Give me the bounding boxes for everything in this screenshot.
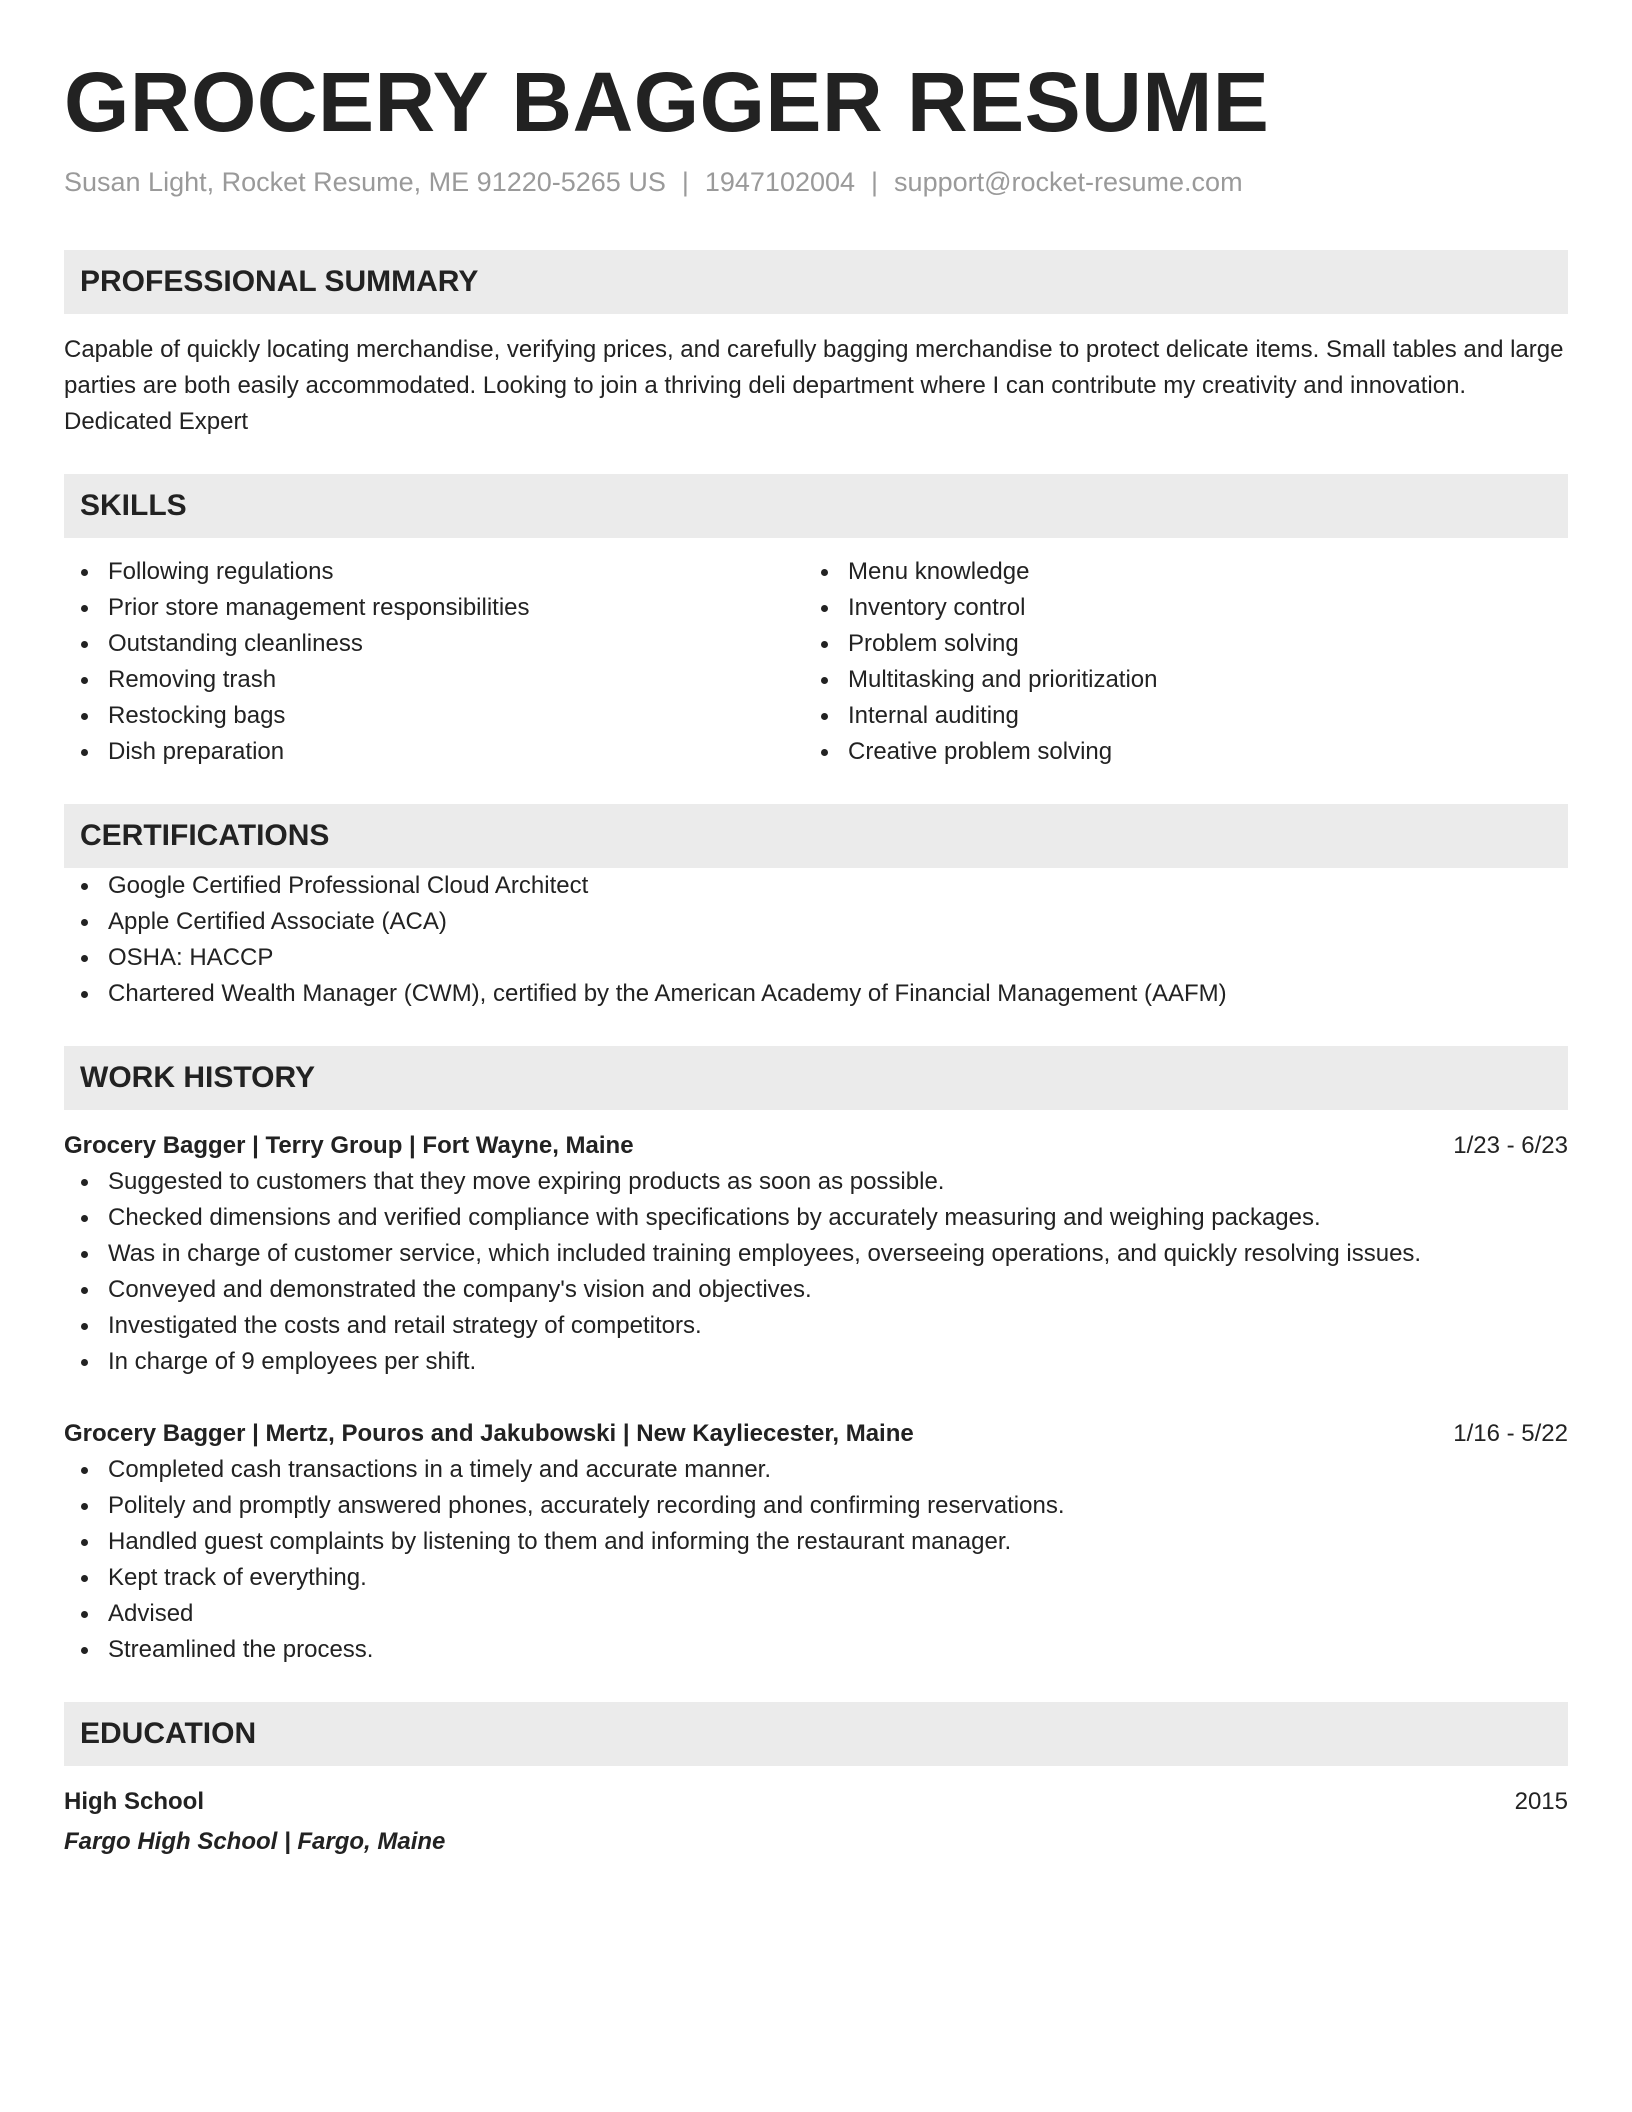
contact-phone: 1947102004	[704, 167, 856, 197]
job-bullet: Checked dimensions and verified compliance with specifications by accurately measuring and weighing packages.	[64, 1200, 1568, 1236]
job-bullet: Conveyed and demonstrated the company's vision and objectives.	[64, 1272, 1568, 1308]
job-title: Grocery Bagger | Terry Group | Fort Wayne, Maine	[64, 1132, 634, 1159]
skills-column-right	[804, 554, 1544, 770]
job-bullet: In charge of 9 employees per shift.	[64, 1344, 1568, 1380]
job-bullet: Investigated the costs and retail strategy of competitors.	[64, 1308, 1568, 1344]
contact-separator: |	[871, 167, 879, 197]
education-header	[64, 1784, 1568, 1820]
certification-item: OSHA: HACCP	[64, 940, 1568, 976]
certifications-list	[64, 868, 1568, 1012]
education-school: Fargo High School | Fargo, Maine	[64, 1828, 446, 1855]
skill-item: Removing trash	[64, 662, 804, 698]
job-bullet: Kept track of everything.	[64, 1560, 1568, 1596]
skills-heading: SKILLS	[64, 474, 1568, 538]
skills-column-left	[64, 554, 804, 770]
skill-item: Outstanding cleanliness	[64, 626, 804, 662]
certifications-heading: CERTIFICATIONS	[64, 804, 1568, 868]
job-bullets	[64, 1164, 1568, 1380]
skill-item: Internal auditing	[804, 698, 1544, 734]
skill-item: Inventory control	[804, 590, 1544, 626]
education-heading: EDUCATION	[64, 1702, 1568, 1766]
job-entry	[64, 1416, 1568, 1668]
job-bullet: Handled guest complaints by listening to them and informing the restaurant manager.	[64, 1524, 1568, 1560]
skill-item: Creative problem solving	[804, 734, 1544, 770]
contact-separator: |	[681, 167, 689, 197]
certification-item: Chartered Wealth Manager (CWM), certified by the American Academy of Financial Management (AAFM)	[64, 976, 1568, 1012]
summary-heading: PROFESSIONAL SUMMARY	[64, 250, 1568, 314]
contact-line	[64, 164, 1568, 200]
skill-item: Prior store management responsibilities	[64, 590, 804, 626]
skills-grid	[64, 554, 1568, 770]
certifications-section	[64, 804, 1568, 1012]
job-bullet: Suggested to customers that they move expiring products as soon as possible.	[64, 1164, 1568, 1200]
job-entry	[64, 1128, 1568, 1380]
skill-item: Problem solving	[804, 626, 1544, 662]
education-year: 2015	[1514, 1788, 1568, 1815]
education-degree: High School	[64, 1788, 204, 1815]
job-header	[64, 1128, 1568, 1164]
job-bullets	[64, 1452, 1568, 1668]
job-dates: 1/23 - 6/23	[1453, 1132, 1568, 1159]
certification-item: Apple Certified Associate (ACA)	[64, 904, 1568, 940]
resume-title: GROCERY BAGGER RESUME	[64, 55, 1270, 149]
contact-address: Susan Light, Rocket Resume, ME 91220-5265 US	[64, 167, 666, 197]
work-history-heading: WORK HISTORY	[64, 1046, 1568, 1110]
job-bullet: Politely and promptly answered phones, accurately recording and confirming reservations.	[64, 1488, 1568, 1524]
job-bullet: Advised	[64, 1596, 1568, 1632]
skills-section	[64, 474, 1568, 770]
work-history-section	[64, 1046, 1568, 1668]
skill-item: Dish preparation	[64, 734, 804, 770]
skill-item: Multitasking and prioritization	[804, 662, 1544, 698]
skill-item: Following regulations	[64, 554, 804, 590]
education-section	[64, 1702, 1568, 1860]
summary-text: Capable of quickly locating merchandise, verifying prices, and carefully bagging merchandise to protect delicate items. Small tables and large parties are both easily accommodated. Looking to join a thriving deli department where I can contribute my creativity and innovation. Dedicated Expert	[64, 336, 1564, 435]
summary-section	[64, 250, 1568, 440]
certification-item: Google Certified Professional Cloud Architect	[64, 868, 1568, 904]
job-bullet: Streamlined the process.	[64, 1632, 1568, 1668]
job-dates: 1/16 - 5/22	[1453, 1420, 1568, 1447]
job-bullet: Was in charge of customer service, which included training employees, overseeing operations, and quickly resolving issues.	[64, 1236, 1568, 1272]
contact-email[interactable]: support@rocket-resume.com	[894, 167, 1243, 197]
job-header	[64, 1416, 1568, 1452]
job-bullet: Completed cash transactions in a timely and accurate manner.	[64, 1452, 1568, 1488]
job-title: Grocery Bagger | Mertz, Pouros and Jakubowski | New Kayliecester, Maine	[64, 1420, 914, 1447]
skill-item: Restocking bags	[64, 698, 804, 734]
skill-item: Menu knowledge	[804, 554, 1544, 590]
